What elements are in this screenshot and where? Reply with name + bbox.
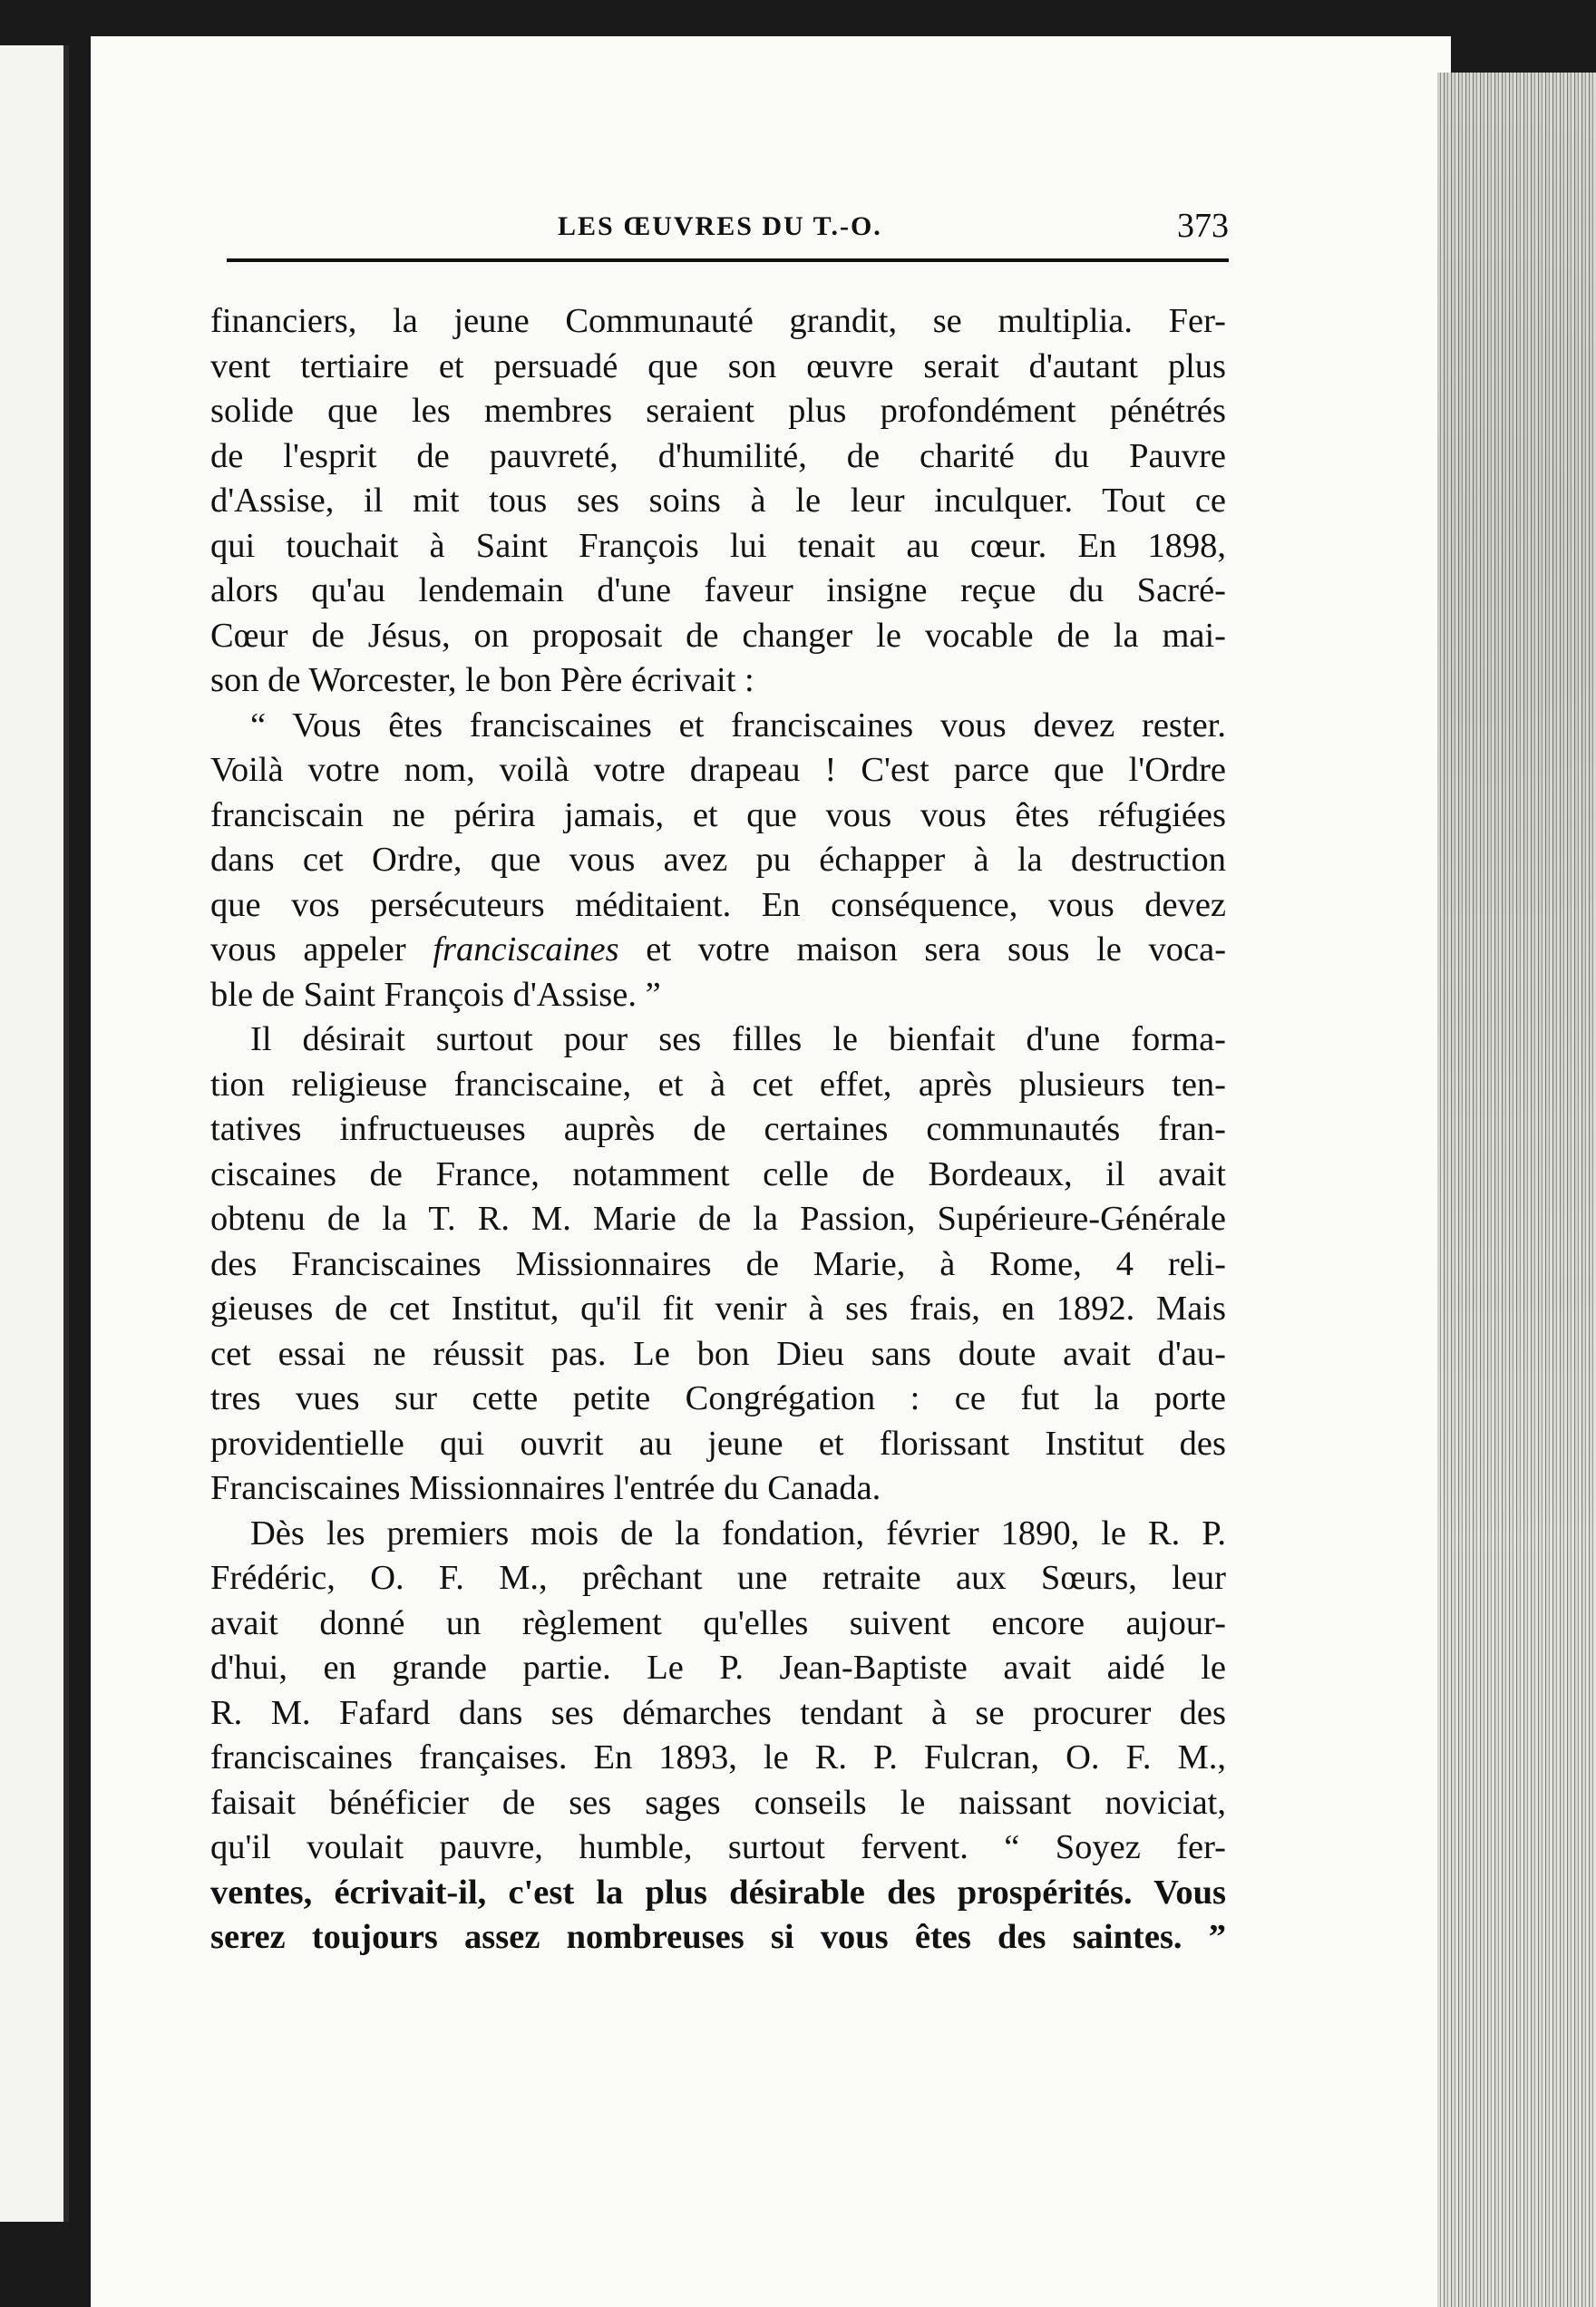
quote-line: que vos persécuteurs méditaient. En conséquence, vous devez (210, 885, 1226, 924)
quote-line: Voilà votre nom, voilà votre drapeau ! C'est parce que l'Ordre (210, 751, 1226, 789)
page-block-edges (1437, 73, 1596, 2307)
text-line: des Franciscaines Missionnaires de Marie, à Rome, 4 reli- (210, 1244, 1226, 1283)
quote-line: ble de Saint François d'Assise. ” (210, 975, 661, 1014)
text-segment: et votre maison sera sous le voca- (646, 930, 1227, 969)
quote-line: “ Vous êtes franciscaines et franciscaines vous devez rester. (250, 706, 1226, 745)
text-line: tatives infructueuses auprès de certaines communautés fran- (210, 1110, 1226, 1148)
text-line: d'Assise, il mit tous ses soins à le leur inculquer. Tout ce (210, 482, 1226, 520)
quote-line-mixed (210, 928, 1226, 973)
facing-page-edge (0, 45, 69, 2222)
text-line: ciscaines de France, notamment celle de Bordeaux, il avait (210, 1154, 1226, 1193)
text-line: solide que les membres seraient plus profondément pénétrés (210, 392, 1226, 430)
text-line: serez toujours assez nombreuses si vous êtes des saintes. ” (210, 1918, 1226, 1956)
page-number: 373 (1177, 207, 1229, 245)
text-line: franciscaines françaises. En 1893, le R. P. Fulcran, O. F. M., (210, 1738, 1226, 1776)
text-line: tion religieuse franciscaine, et à cet effet, après plusieurs ten- (210, 1065, 1226, 1104)
text-line: vent tertiaire et persuadé que son œuvre serait d'autant plus (210, 346, 1226, 385)
text-line: qu'il voulait pauvre, humble, surtout fervent. “ Soyez fer- (210, 1828, 1226, 1866)
text-line: ventes, écrivait-il, c'est la plus désirable des prospérités. Vous (210, 1873, 1226, 1912)
text-line: alors qu'au lendemain d'une faveur insigne reçue du Sacré- (210, 571, 1226, 609)
italic-term: franciscaines (433, 930, 619, 969)
text-line: Cœur de Jésus, on proposait de changer le vocable de la mai- (210, 616, 1226, 655)
text-line: Frédéric, O. F. M., prêchant une retraite aux Sœurs, leur (210, 1559, 1226, 1597)
text-line: qui touchait à Saint François lui tenait au cœur. En 1898, (210, 526, 1226, 565)
text-line: gieuses de cet Institut, qu'il fit venir à ses frais, en 1892. Mais (210, 1290, 1226, 1328)
text-line: financiers, la jeune Communauté grandit, se multiplia. Fer- (210, 302, 1226, 340)
text-line: d'hui, en grande partie. Le P. Jean-Baptiste avait aidé le (210, 1649, 1226, 1687)
text-line: obtenu de la T. R. M. Marie de la Passion, Supérieure-Générale (210, 1200, 1226, 1238)
text-line: Dès les premiers mois de la fondation, février 1890, le R. P. (250, 1514, 1226, 1553)
text-line: R. M. Fafard dans ses démarches tendant à se procurer des (210, 1693, 1226, 1732)
text-segment: vous appeler (210, 930, 406, 969)
text-line: faisait bénéficier de ses sages conseils le naissant noviciat, (210, 1783, 1226, 1822)
quote-line: franciscain ne périra jamais, et que vous vous êtes réfugiées (210, 795, 1226, 834)
text-line: providentielle qui ouvrit au jeune et florissant Institut des (210, 1424, 1226, 1463)
text-line: Il désirait surtout pour ses filles le bienfait d'une forma- (250, 1020, 1226, 1058)
page-header (227, 204, 1229, 262)
body-text (210, 299, 1226, 1961)
text-line: avait donné un règlement qu'elles suivent encore aujour- (210, 1603, 1226, 1642)
text-line: de l'esprit de pauvreté, d'humilité, de charité du Pauvre (210, 436, 1226, 475)
text-line: cet essai ne réussit pas. Le bon Dieu sans doute avait d'au- (210, 1334, 1226, 1373)
text-line: son de Worcester, le bon Père écrivait : (210, 661, 754, 699)
text-line: Franciscaines Missionnaires l'entrée du Canada. (210, 1469, 881, 1507)
text-line: tres vues sur cette petite Congrégation : ce fut la porte (210, 1379, 1226, 1417)
quote-line: dans cet Ordre, que vous avez pu échapper à la destruction (210, 841, 1226, 879)
running-head: LES ŒUVRES DU T.-O. (558, 211, 882, 241)
